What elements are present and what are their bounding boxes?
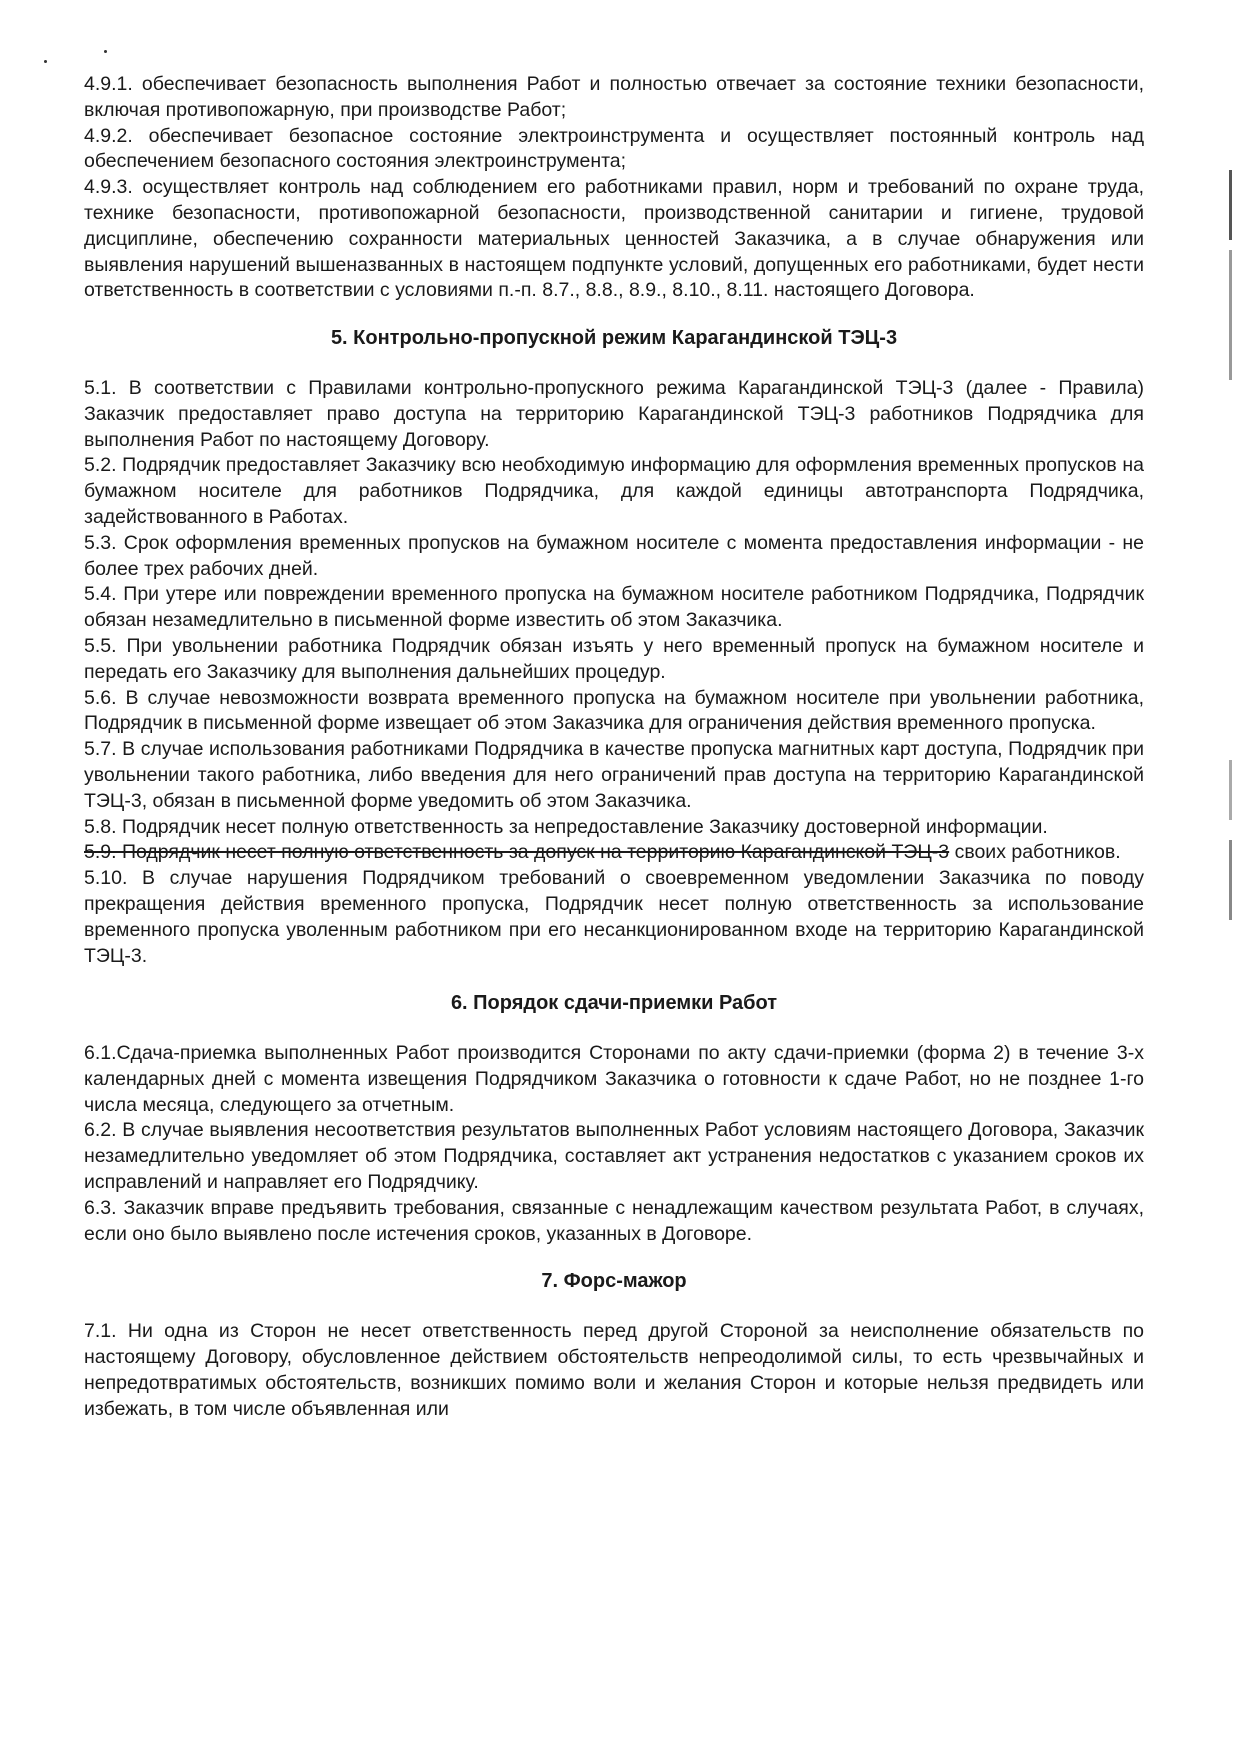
scan-edge-mark — [1229, 250, 1232, 380]
paragraph-6-1: 6.1.Сдача-приемка выполненных Работ производится Сторонами по акту сдачи-приемки (форма 2) в течение 3-х календарных дней с момента извещения Подрядчиком Заказчика о готовности к сдаче Работ, но не позднее 1-го числа месяца, следующего за отчетным. — [84, 1042, 1144, 1116]
paragraph-5-10: 5.10. В случае нарушения Подрядчиком требований о своевременном уведомлении Заказчика по поводу прекращения действия временного пропуска, Подрядчик несет полную ответственность за использование временного пропуска уволенным работником при его несанкционированном входе на территорию Карагандинской ТЭЦ-3. — [84, 867, 1144, 967]
paragraph-5-7: 5.7. В случае использования работниками Подрядчика в качестве пропуска магнитных карт доступа, Подрядчик при увольнении такого работника, либо введения для него ограничений прав доступа на территорию Карагандинской ТЭЦ-3, обязан в письменной форме уведомить об этом Заказчика. — [84, 738, 1144, 812]
paragraph-5-4: 5.4. При утере или повреждении временного пропуска на бумажном носителе работником Подрядчика, Подрядчик обязан незамедлительно в письменной форме известить об этом Заказчика. — [84, 583, 1144, 632]
paragraph-5-2: 5.2. Подрядчик предоставляет Заказчику всю необходимую информацию для оформления временных пропусков на бумажном носителе для работников Подрядчика, для каждой единицы автотранспорта Подрядчика, задействованного в Работах. — [84, 454, 1144, 528]
struck-text: 5.9. Подрядчик несет полную ответственность за допуск на территорию Карагандинской ТЭЦ-3 — [84, 841, 950, 864]
section-5-heading: 5. Контрольно-пропускной режим Карагандинской ТЭЦ-3 — [330, 327, 898, 350]
paragraph-5-1: 5.1. В соответствии с Правилами контрольно-пропускного режима Карагандинской ТЭЦ-3 (далее - Правила) Заказчик предоставляет право доступа на территорию Карагандинской ТЭЦ-3 работников Подрядчика для выполнения Работ по настоящему Договору. — [84, 376, 1144, 451]
scan-edge-mark — [1229, 170, 1232, 240]
section-7-heading: 7. Форс-мажор — [541, 1270, 687, 1293]
document-page — [84, 72, 1144, 1422]
paragraph-7-1: 7.1. Ни одна из Сторон не несет ответственность перед другой Стороной за неисполнение обязательств по настоящему Договору, обусловленное действием обстоятельств непреодолимой силы, то есть чрезвычайных и непредотвратимых обстоятельств, возникших помимо воли и желания Сторон и которые нельзя предвидеть или избежать, в том числе объявленная или — [84, 1320, 1144, 1420]
paragraph-5-9 — [84, 840, 1144, 866]
paragraph-5-8: 5.8. Подрядчик несет полную ответственность за непредоставление Заказчику достоверной информации. — [84, 815, 1048, 838]
paragraph-6-3: 6.3. Заказчик вправе предъявить требования, связанные с ненадлежащим качеством результата Работ, в случаях, если оно было выявлено после истечения сроков, указанных в Договоре. — [84, 1196, 1144, 1245]
paragraph-5-9-rest: своих работников. — [949, 841, 1121, 864]
paragraph-4-9-2: 4.9.2. обеспечивает безопасное состояние электроинструмента и осуществляет постоянный контроль над обеспечением безопасного состояния электроинструмента; — [84, 124, 1144, 173]
paragraph-6-2: 6.2. В случае выявления несоответствия результатов выполненных Работ условиям настоящего Договора, Заказчик незамедлительно уведомляет об этом Подрядчика, составляет акт устранения недостатков с указанием сроков их исправлений и направляет его Подрядчику. — [84, 1119, 1144, 1194]
scan-speck — [44, 60, 47, 63]
scan-edge-mark — [1229, 760, 1232, 820]
scan-edge-mark — [1229, 840, 1232, 920]
paragraph-5-6: 5.6. В случае невозможности возврата временного пропуска на бумажном носителе при увольнении работника, Подрядчик в письменной форме извещает об этом Заказчика для ограничения действия временного пропуска. — [84, 686, 1144, 735]
paragraph-5-3: 5.3. Срок оформления временных пропусков на бумажном носителе с момента предоставления информации - не более трех рабочих дней. — [84, 531, 1144, 580]
scan-speck — [104, 50, 107, 53]
paragraph-4-9-3: 4.9.3. осуществляет контроль над соблюдением его работниками правил, норм и требований по охране труда, технике безопасности, противопожарной безопасности, производственной санитарии и гигиене, трудовой дисциплине, обеспечению сохранности материальных ценностей Заказчика, а в случае обнаружения или выявления нарушений вышеназванных в настоящем подпункте условий, допущенных его работниками, будет нести ответственность в соответствии с условиями п.-п. 8.7., 8.8., 8.9., 8.10., 8.11. настоящего Договора. — [84, 176, 1144, 302]
paragraph-5-5: 5.5. При увольнении работника Подрядчик обязан изъять у него временный пропуск на бумажном носителе и передать его Заказчику для выполнения дальнейших процедур. — [84, 634, 1144, 683]
paragraph-4-9-1: 4.9.1. обеспечивает безопасность выполнения Работ и полностью отвечает за состояние техники безопасности, включая противопожарную, при производстве Работ; — [84, 73, 1144, 121]
section-6-heading: 6. Порядок сдачи-приемки Работ — [450, 992, 778, 1015]
